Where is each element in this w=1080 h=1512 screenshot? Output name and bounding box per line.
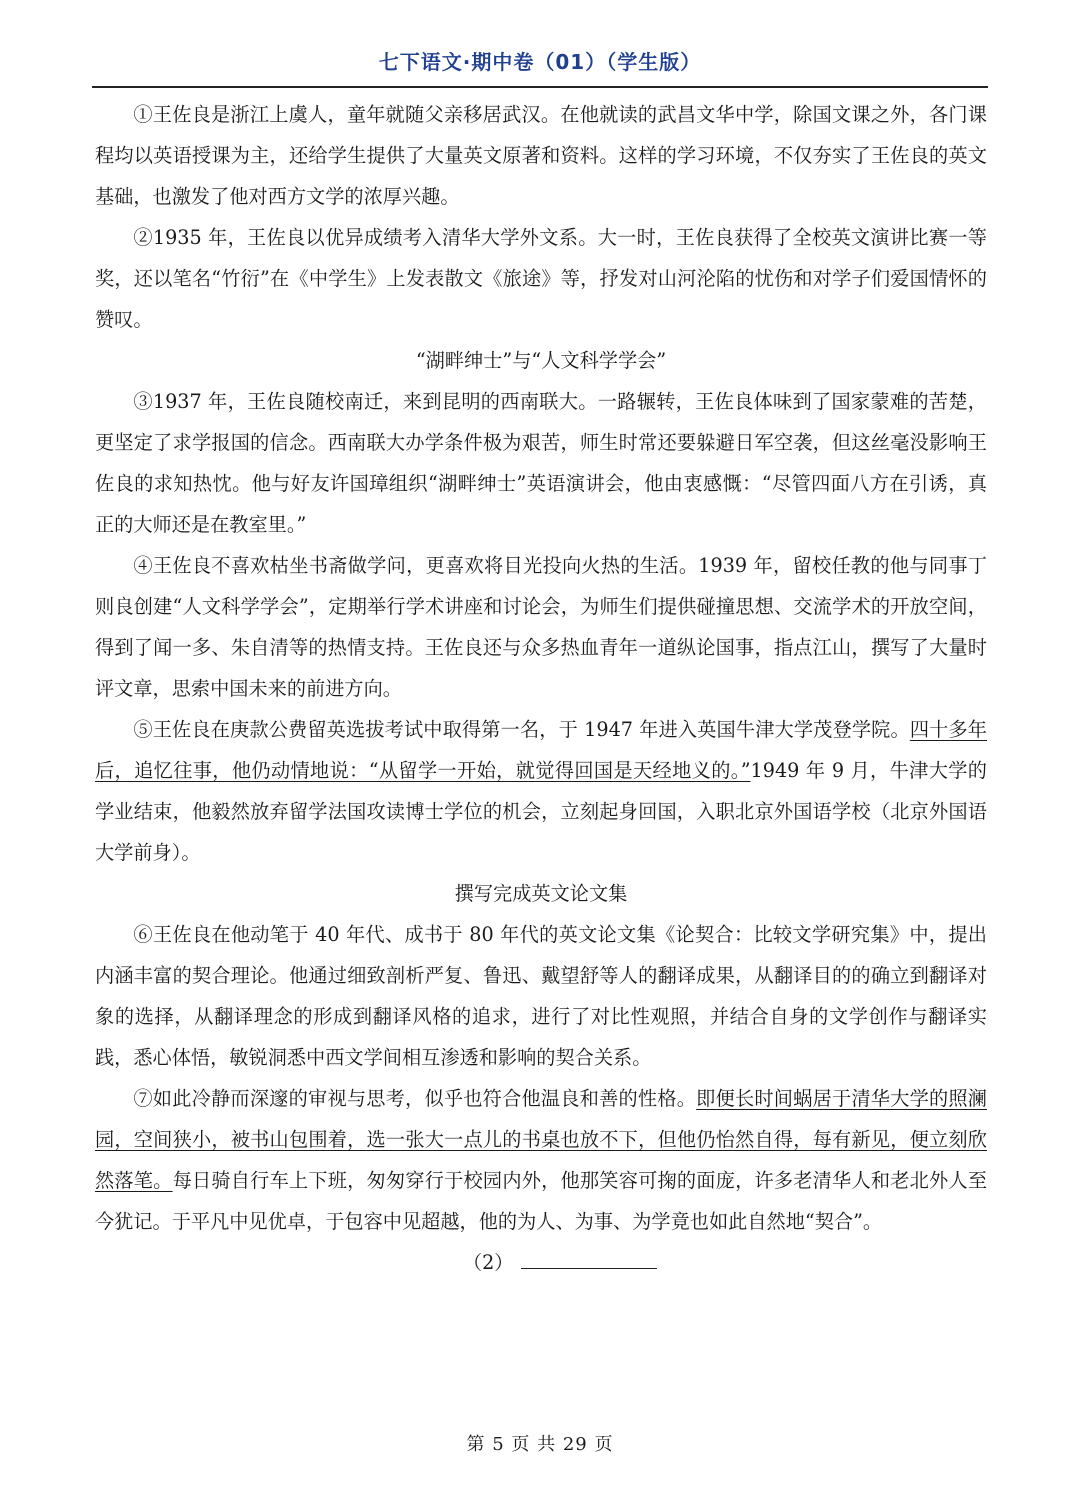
paragraph-3: ③1937 年，王佐良随校南迁，来到昆明的西南联大。一路辗转，王佐良体味到了国家蒙难的苦楚，更坚定了求学报国的信念。西南联大办学条件极为艰苦，师生时常还要躲避日军空袭，但这丝毫没影响王佐良的求知热忱。他与好友许国璋组织“湖畔绅士”英语演讲会，他由衷感慨：“尽管四面八方在引诱，真正的大师还是在教室里。”	[95, 390, 987, 536]
answer-blank[interactable]	[521, 1248, 657, 1269]
article-body	[95, 94, 987, 1283]
paragraph-5-part-a: ⑤王佐良在庚款公费留英选拔考试中取得第一名，于 1947 年进入英国牛津大学茂登学院。	[133, 718, 910, 741]
header-divider	[92, 86, 988, 88]
paragraph-5	[95, 709, 987, 873]
paragraph-6: ⑥王佐良在他动笔于 40 年代、成书于 80 年代的英文论文集《论契合：比较文学研究集》中，提出内涵丰富的契合理论。他通过细致剖析严复、鲁迅、戴望舒等人的翻译成果，从翻译目的的确立到翻译对象的选择，从翻译理念的形成到翻译风格的追求，进行了对比性观照，并结合自身的文学创作与翻译实践，悉心体悟，敏锐洞悉中西文学间相互渗透和影响的契合关系。	[95, 923, 987, 1069]
paragraph-2: ②1935 年，王佐良以优异成绩考入清华大学外文系。大一时，王佐良获得了全校英文演讲比赛一等奖，还以笔名“竹衍”在《中学生》上发表散文《旅途》等，抒发对山河沦陷的忧伤和对学子们爱国情怀的赞叹。	[95, 226, 987, 331]
paragraph-7-part-b: 每日骑自行车上下班，匆匆穿行于校园内外，他那笑容可掬的面庞，许多老清华人和老北外人至今犹记。于平凡中见优卓，于包容中见超越，他的为人、为事、为学竟也如此自然地“契合”。	[95, 1169, 988, 1233]
section-heading-2: 撰写完成英文论文集	[454, 882, 628, 905]
paragraph-7-part-a: ⑦如此冷静而深邃的审视与思考，似乎也符合他温良和善的性格。	[133, 1087, 697, 1110]
paragraph-7-underlined-sentence: 即便长时间蜗居于清华大学的照澜园，空间狭小，被书山包围着，选一张大一点儿的书桌也放不下，但他仍怡然自得，每有新见，便立刻欣然落笔。	[95, 1087, 987, 1192]
question-2-label: （2）	[462, 1251, 514, 1274]
section-heading-1: “湖畔绅士”与“人文科学学会”	[415, 349, 667, 372]
paragraph-4: ④王佐良不喜欢枯坐书斋做学问，更喜欢将目光投向火热的生活。1939 年，留校任教的他与同事丁则良创建“人文科学学会”，定期举行学术讲座和讨论会，为师生们提供碰撞思想、交流学术的开放空间，得到了闻一多、朱自清等的热情支持。王佐良还与众多热血青年一道纵论国事，指点江山，撰写了大量时评文章，思索中国未来的前进方向。	[95, 554, 987, 700]
paragraph-5-part-b: 1949 年 9 月，牛津大学的学业结束，他毅然放弃留学法国攻读博士学位的机会，立刻起身回国，入职北京外国语学校（北京外国语大学前身）。	[95, 759, 987, 864]
paragraph-7	[95, 1078, 987, 1242]
paragraph-5-underlined-sentence: 四十多年后，追忆往事，他仍动情地说：“从留学一开始，就觉得回国是天经地义的。”	[95, 718, 987, 782]
page-number-footer: 第 5 页 共 29 页	[466, 1434, 614, 1455]
paragraph-1: ①王佐良是浙江上虞人，童年就随父亲移居武汉。在他就读的武昌文华中学，除国文课之外，各门课程均以英语授课为主，还给学生提供了大量英文原著和资料。这样的学习环境，不仅夯实了王佐良的英文基础，也激发了他对西方文学的浓厚兴趣。	[95, 103, 987, 208]
question-2-line	[95, 1242, 987, 1283]
page-header-title: 七下语文·期中卷（01）（学生版）	[378, 50, 702, 74]
